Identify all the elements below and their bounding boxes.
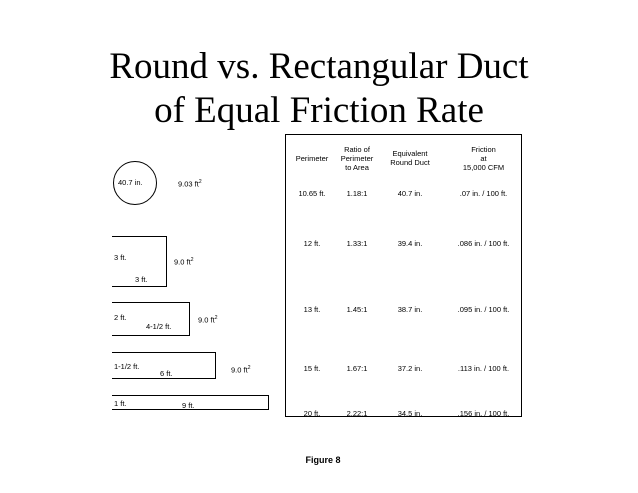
rect4-height-label: 1 ft. bbox=[114, 399, 127, 408]
table-row bbox=[285, 205, 522, 281]
cell-friction: .156 in. / 100 ft. bbox=[457, 408, 510, 418]
table-row bbox=[285, 400, 522, 426]
cell-equivalent: 37.2 in. bbox=[397, 364, 423, 373]
header-friction: Friction at 15,000 CFM bbox=[462, 144, 505, 172]
cell-friction: .086 in. / 100 ft. bbox=[457, 238, 510, 248]
rect3-height-label: 1-1/2 ft. bbox=[114, 362, 140, 371]
cell-friction: .113 in. / 100 ft. bbox=[457, 364, 510, 373]
cell-ratio: 2.22:1 bbox=[346, 408, 368, 418]
rect2-area-label: 9.0 $ft^2$ bbox=[198, 315, 218, 325]
rect2-height-label: 2 ft. bbox=[114, 313, 127, 322]
figure-label: Figure 8 bbox=[305, 455, 341, 465]
rect3-area-label: 9.0 $ft^2$ bbox=[231, 365, 251, 375]
table-row bbox=[285, 337, 522, 400]
cell-friction: .07 in. / 100 ft. bbox=[459, 189, 508, 198]
header-equivalent: Equivalent Round Duct bbox=[390, 149, 430, 167]
title-line-1: Round vs. Rectangular Duct bbox=[109, 46, 529, 87]
cell-friction: .095 in. / 100 ft. bbox=[457, 304, 510, 314]
rect1-area-label: 9.0 $ft^2$ bbox=[174, 257, 194, 267]
table-row bbox=[285, 281, 522, 337]
cell-perimeter: 13 ft. bbox=[303, 304, 321, 314]
cell-equivalent: 39.4 in. bbox=[397, 238, 423, 248]
rect1-height-label: 3 ft. bbox=[114, 253, 127, 262]
circle-area-label: 9.03 $ft^2$ bbox=[178, 179, 202, 189]
table-row bbox=[285, 182, 522, 205]
cell-perimeter: 12 ft. bbox=[303, 238, 321, 248]
cell-ratio: 1.45:1 bbox=[346, 304, 368, 314]
header-ratio: Ratio of Perimeter to Area bbox=[340, 144, 374, 172]
rect1-width-label: 3 ft. bbox=[135, 275, 148, 284]
rect3-width-label: 6 ft. bbox=[160, 369, 173, 378]
table-header-row bbox=[285, 134, 522, 182]
header-perimeter: Perimeter bbox=[295, 153, 329, 163]
cell-ratio: 1.33:1 bbox=[346, 238, 368, 248]
cell-ratio: 1.67:1 bbox=[346, 364, 368, 373]
comparison-table bbox=[285, 134, 522, 426]
title-line-2: of Equal Friction Rate bbox=[154, 90, 484, 131]
circle-diameter-label: 40.7 in. bbox=[118, 178, 143, 187]
cell-perimeter: 20 ft. bbox=[303, 408, 321, 418]
cell-perimeter: 15 ft. bbox=[303, 364, 321, 373]
rect4-width-label: 9 ft. bbox=[182, 401, 195, 410]
cell-equivalent: 34.5 in. bbox=[397, 408, 423, 418]
rect2-width-label: 4-1/2 ft. bbox=[146, 322, 172, 331]
cell-equivalent: 40.7 in. bbox=[397, 189, 423, 198]
cell-ratio: 1.18:1 bbox=[346, 189, 368, 198]
cell-perimeter: 10.65 ft. bbox=[298, 189, 326, 198]
cell-equivalent: 38.7 in. bbox=[397, 304, 423, 314]
